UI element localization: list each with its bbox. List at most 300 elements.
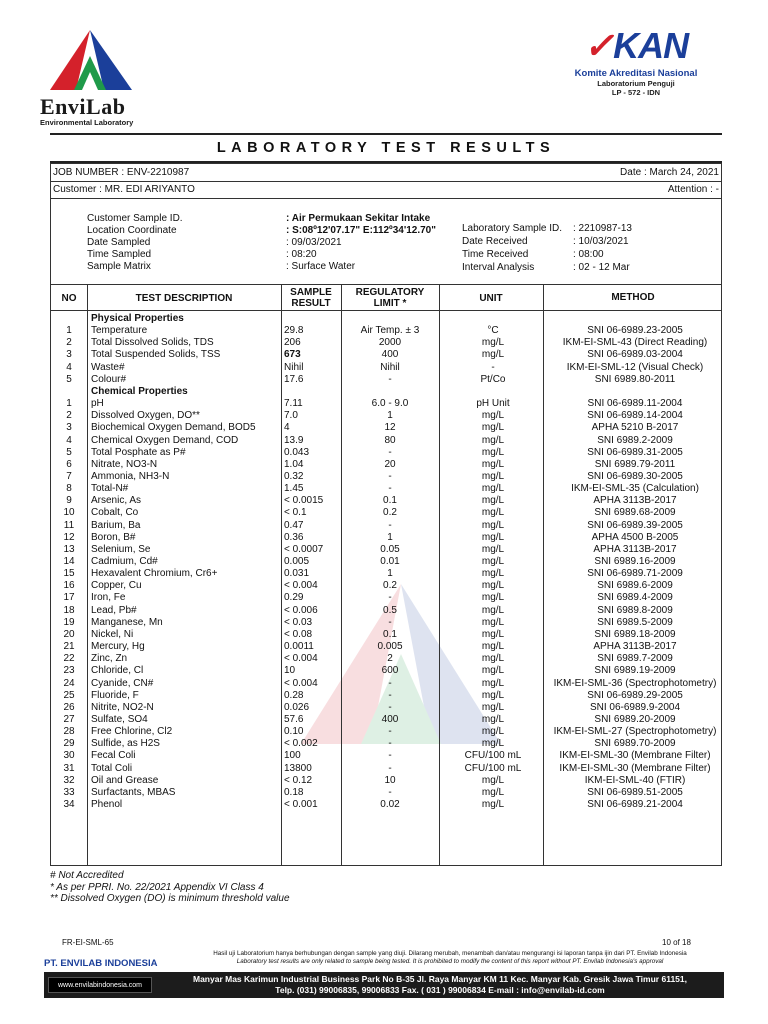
- website-link[interactable]: www.envilabindonesia.com: [48, 977, 152, 993]
- cell-method: IKM-EI-SML-43 (Direct Reading): [562, 337, 708, 349]
- cell-unit: mg/L: [481, 786, 505, 798]
- sample-info-value: : 08:20: [286, 249, 317, 260]
- cell-limit: 1: [387, 410, 393, 422]
- cell-result: 13.9: [284, 434, 304, 446]
- cell-limit: 12: [384, 422, 396, 434]
- cell-result: 100: [284, 750, 301, 762]
- cell-desc: Arsenic, As: [91, 495, 142, 507]
- cell-unit: mg/L: [481, 531, 505, 543]
- cell-result: 0.29: [284, 592, 304, 604]
- cell-desc: Copper, Cu: [91, 580, 142, 592]
- table-row: [51, 398, 723, 410]
- cell-limit: 0.01: [380, 556, 400, 567]
- cell-no: 12: [63, 531, 75, 543]
- attention: Attention : -: [667, 184, 719, 195]
- cell-unit: mg/L: [481, 483, 505, 495]
- cell-method: SNI 06-6989.11-2004: [587, 398, 683, 410]
- sample-info-value: : Air Permukaan Sekitar Intake: [286, 213, 431, 224]
- cell-result: < 0.001: [284, 799, 318, 810]
- cell-no: 18: [63, 604, 75, 616]
- table-row: [51, 702, 723, 714]
- cell-result: 0.043: [284, 446, 310, 458]
- cell-method: SNI 6989.70-2009: [594, 738, 676, 750]
- cell-limit: 0.5: [383, 604, 397, 616]
- sample-info-value: : 09/03/2021: [286, 237, 342, 248]
- cell-no: 4: [66, 361, 72, 373]
- cell-limit: -: [388, 483, 392, 495]
- cell-unit: mg/L: [481, 774, 505, 786]
- cell-no: 13: [63, 543, 75, 555]
- cell-unit: mg/L: [481, 568, 505, 580]
- cell-desc: Fecal Coli: [91, 750, 136, 762]
- cell-no: 11: [63, 519, 75, 531]
- cell-result: 0.36: [284, 531, 304, 543]
- cell-result: < 0.004: [284, 677, 318, 689]
- cell-desc: Barium, Ba: [91, 519, 141, 531]
- cell-limit: 2000: [378, 337, 402, 349]
- table-row: [51, 447, 723, 459]
- customer-name: Customer : MR. EDI ARIYANTO: [53, 184, 195, 195]
- cell-result: 0.18: [284, 786, 304, 798]
- cell-limit: -: [388, 446, 392, 458]
- address-line2: Telp. (031) 99006835, 99006833 Fax. ( 031 ) 99006834 E-mail : info@envilab-id.com: [275, 985, 605, 995]
- address-line1: Manyar Mas Karimun Industrial Business Park No B-35 Jl. Raya Manyar KM 11 Kec. Manyar Kab. Gresik Jawa Timur 61151,: [193, 974, 687, 984]
- cell-unit: mg/L: [481, 422, 505, 434]
- cell-no: 19: [63, 616, 75, 628]
- table-row: [51, 374, 723, 386]
- cell-unit: CFU/100 mL: [464, 762, 522, 774]
- table-row: [51, 520, 723, 532]
- cell-desc: Phenol: [91, 799, 123, 810]
- table-row: [51, 787, 723, 799]
- cell-unit: mg/L: [481, 556, 505, 567]
- cell-result: 7.11: [284, 398, 303, 410]
- cell-method: SNI 6989.2-2009: [597, 434, 673, 446]
- cell-desc: Total Posphate as P#: [91, 446, 186, 458]
- cell-unit: mg/L: [481, 434, 505, 446]
- cell-desc: Free Chlorine, Cl2: [91, 726, 173, 738]
- cell-limit: -: [388, 750, 392, 762]
- cell-unit: mg/L: [481, 507, 505, 519]
- cell-method: SNI 6989.19-2009: [594, 665, 676, 677]
- table-row: [51, 580, 723, 592]
- note-do: ** Dissolved Oxygen (DO) is minimum threshold value: [50, 893, 290, 904]
- cell-result: 0.32: [284, 470, 304, 482]
- cell-method: IKM-EI-SML-12 (Visual Check): [566, 361, 704, 373]
- cell-no: 8: [66, 483, 72, 495]
- table-row: [51, 665, 723, 677]
- company-address: [160, 974, 720, 996]
- cell-no: 2: [66, 337, 72, 349]
- cell-unit: mg/L: [481, 689, 505, 701]
- cell-method: APHA 4500 B-2005: [591, 531, 679, 543]
- cell-limit: 400: [381, 349, 399, 361]
- cell-result: 17.6: [284, 373, 304, 385]
- cell-no: 20: [63, 628, 75, 640]
- sample-info-label: Sample Matrix: [87, 261, 151, 272]
- cell-limit: 1: [387, 568, 393, 580]
- sample-info-value: : S:08º12'07.17" E:112º34'12.70": [286, 225, 436, 236]
- table-row: [51, 653, 723, 665]
- cell-result: < 0.12: [284, 774, 313, 786]
- cell-result: < 0.002: [284, 738, 318, 750]
- cell-result: < 0.006: [284, 604, 318, 616]
- cell-result: 57.6: [284, 713, 304, 725]
- cell-limit: -: [388, 786, 392, 798]
- table-row: [51, 362, 723, 374]
- cell-no: 6: [66, 458, 72, 470]
- table-row: [51, 641, 723, 653]
- cell-no: 23: [63, 665, 75, 677]
- cell-method: SNI 06-6989.71-2009: [587, 568, 683, 580]
- table-row: [51, 556, 723, 568]
- cell-limit: 20: [384, 458, 396, 470]
- cell-desc: Ammonia, NH3-N: [91, 470, 170, 482]
- accreditation-line1: Komite Akreditasi Nasional: [574, 68, 698, 79]
- table-row: [51, 544, 723, 556]
- cell-limit: 0.1: [383, 628, 397, 640]
- cell-method: SNI 06-6989.03-2004: [587, 349, 683, 361]
- cell-method: IKM-EI-SML-30 (Membrane Filter): [559, 762, 711, 774]
- cell-limit: 1: [387, 531, 393, 543]
- cell-desc: Total Dissolved Solids, TDS: [91, 337, 214, 349]
- cell-limit: 10: [384, 774, 396, 786]
- table-row: [51, 532, 723, 544]
- cell-method: SNI 06-6989.39-2005: [587, 519, 683, 531]
- cell-desc: Total-N#: [91, 483, 129, 495]
- cell-desc: Chloride, Cl: [91, 665, 144, 677]
- cell-no: 3: [66, 349, 72, 361]
- cell-desc: Dissolved Oxygen, DO**: [91, 410, 200, 422]
- cell-no: 9: [66, 495, 72, 507]
- cell-result: 1.45: [284, 483, 304, 495]
- cell-no: 29: [63, 738, 75, 750]
- cell-unit: mg/L: [481, 470, 505, 482]
- cell-limit: -: [388, 701, 392, 713]
- cell-desc: Cadmium, Cd#: [91, 556, 158, 567]
- lab-info-label: Laboratory Sample ID.: [462, 223, 563, 234]
- cell-limit: -: [388, 689, 392, 701]
- cell-desc: Sulfide, as H2S: [91, 738, 160, 750]
- cell-limit: -: [388, 519, 392, 531]
- cell-limit: Air Temp. ± 3: [360, 325, 420, 337]
- cell-desc: Total Coli: [91, 762, 133, 774]
- cell-desc: Iron, Fe: [91, 592, 126, 604]
- lab-info-label: Interval Analysis: [462, 262, 535, 273]
- cell-unit: -: [491, 361, 495, 373]
- cell-result: 0.0011: [284, 641, 314, 653]
- cell-method: SNI 6989.80-2011: [594, 373, 676, 385]
- cell-unit: mg/L: [481, 799, 505, 810]
- cell-limit: 0.2: [383, 507, 397, 519]
- cell-unit: mg/L: [481, 713, 505, 725]
- cell-method: SNI 06-6989.51-2005: [587, 786, 683, 798]
- cell-method: IKM-EI-SML-30 (Membrane Filter): [559, 750, 711, 762]
- kan-check-icon: ✓: [583, 25, 614, 66]
- cell-desc: Nickel, Ni: [91, 628, 134, 640]
- cell-result: < 0.1: [284, 507, 307, 519]
- table-row: [51, 605, 723, 617]
- cell-no: 25: [63, 689, 75, 701]
- cell-desc: Biochemical Oxygen Demand, BOD5: [91, 422, 256, 434]
- cell-method: APHA 5210 B-2017: [591, 422, 679, 434]
- cell-limit: 0.05: [380, 543, 400, 555]
- cell-unit: mg/L: [481, 604, 505, 616]
- table-row: [51, 337, 723, 349]
- col-header-unit: UNIT: [479, 293, 503, 304]
- cell-no: 5: [66, 373, 72, 385]
- cell-limit: Nihil: [380, 361, 400, 373]
- cell-desc: Fluoride, F: [91, 689, 139, 701]
- cell-desc: Sulfate, SO4: [91, 713, 148, 725]
- cell-unit: pH Unit: [476, 398, 510, 410]
- document-title: LABORATORY TEST RESULTS: [50, 133, 722, 163]
- notes: [50, 870, 290, 905]
- table-row: [51, 495, 723, 507]
- cell-limit: -: [388, 677, 392, 689]
- envilab-logo: [40, 28, 140, 127]
- cell-limit: -: [388, 592, 392, 604]
- cell-no: 10: [63, 507, 75, 519]
- table-row: [51, 617, 723, 629]
- cell-no: 14: [63, 556, 75, 567]
- table-row: [51, 738, 723, 750]
- cell-unit: CFU/100 mL: [464, 750, 522, 762]
- lab-info-value: : 2210987-13: [573, 223, 632, 234]
- cell-method: SNI 6989.68-2009: [594, 507, 676, 519]
- table-row: [51, 349, 723, 361]
- cell-result: < 0.08: [284, 628, 313, 640]
- sample-info-label: Location Coordinate: [87, 225, 177, 236]
- cell-no: 30: [63, 750, 75, 762]
- table-row: [51, 507, 723, 519]
- table-row: [51, 726, 723, 738]
- disclaimer: [170, 950, 730, 966]
- cell-method: IKM-EI-SML-35 (Calculation): [571, 483, 699, 495]
- envilab-triangle-icon: [46, 28, 134, 92]
- cell-no: 16: [63, 580, 75, 592]
- note-not-accredited: # Not Accredited: [50, 870, 124, 881]
- cell-no: 1: [66, 398, 72, 410]
- cell-method: APHA 3113B-2017: [593, 641, 677, 653]
- report-date: Date : March 24, 2021: [620, 167, 719, 178]
- cell-limit: 80: [384, 434, 396, 446]
- cell-limit: 0.02: [380, 799, 400, 810]
- cell-result: 4: [284, 422, 290, 434]
- cell-unit: mg/L: [481, 677, 505, 689]
- cell-method: SNI 6989.79-2011: [594, 458, 676, 470]
- cell-method: SNI 06-6989.30-2005: [587, 470, 683, 482]
- table-row: [51, 483, 723, 495]
- cell-no: 3: [66, 422, 72, 434]
- cell-desc: Hexavalent Chromium, Cr6+: [91, 568, 218, 580]
- cell-desc: Cyanide, CN#: [91, 677, 154, 689]
- cell-unit: mg/L: [481, 519, 505, 531]
- table-row: [51, 471, 723, 483]
- cell-no: 27: [63, 713, 75, 725]
- cell-method: SNI 06-6989.31-2005: [587, 446, 683, 458]
- cell-method: SNI 6989.8-2009: [597, 604, 673, 616]
- job-number: JOB NUMBER : ENV-2210987: [53, 167, 190, 178]
- cell-no: 34: [63, 799, 75, 810]
- cell-result: 206: [284, 337, 301, 349]
- cell-unit: mg/L: [481, 653, 505, 665]
- col-header-desc: TEST DESCRIPTION: [135, 293, 233, 304]
- sample-info-label: Time Sampled: [87, 249, 152, 260]
- cell-desc: Waste#: [91, 361, 125, 373]
- table-row: [51, 763, 723, 775]
- col-header-no: NO: [61, 293, 77, 304]
- cell-unit: mg/L: [481, 495, 505, 507]
- lab-subtitle: Environmental Laboratory: [40, 118, 134, 127]
- section-header-row: [51, 386, 723, 398]
- cell-no: 33: [63, 786, 75, 798]
- sample-info-value: : Surface Water: [286, 261, 356, 272]
- cell-desc: Physical Properties: [91, 313, 184, 324]
- table-row: [51, 629, 723, 641]
- accreditation-line2: Laboratorium Penguji: [597, 79, 675, 88]
- cell-result: 13800: [284, 762, 312, 774]
- cell-desc: Total Suspended Solids, TSS: [91, 349, 221, 361]
- cell-desc: Nitrate, NO3-N: [91, 458, 158, 470]
- cell-method: IKM-EI-SML-27 (Spectrophotometry): [553, 726, 717, 738]
- cell-result: < 0.004: [284, 653, 318, 665]
- cell-method: SNI 06-6989.23-2005: [587, 325, 683, 337]
- cell-method: SNI 6989.5-2009: [597, 616, 673, 628]
- page-number: 10 of 18: [662, 938, 691, 947]
- cell-desc: Temperature: [91, 325, 148, 337]
- cell-unit: mg/L: [481, 701, 505, 713]
- cell-no: 7: [66, 470, 72, 482]
- cell-result: 0.005: [284, 556, 310, 567]
- col-header-limit: REGULATORY LIMIT *: [355, 287, 425, 309]
- cell-limit: 0.1: [383, 495, 397, 507]
- cell-limit: -: [388, 616, 392, 628]
- cell-method: IKM-EI-SML-40 (FTIR): [584, 774, 686, 786]
- cell-unit: mg/L: [481, 349, 505, 361]
- table-row: [51, 775, 723, 787]
- sample-info-label: Date Sampled: [87, 237, 151, 248]
- cell-result: 29.8: [284, 325, 304, 337]
- cell-desc: Cobalt, Co: [91, 507, 139, 519]
- table-row: [51, 435, 723, 447]
- cell-limit: -: [388, 726, 392, 738]
- footer-bar: [44, 972, 724, 998]
- table-row: [51, 568, 723, 580]
- cell-desc: Nitrite, NO2-N: [91, 701, 154, 713]
- cell-unit: mg/L: [481, 458, 505, 470]
- cell-limit: 2: [387, 653, 393, 665]
- cell-method: IKM-EI-SML-36 (Spectrophotometry): [553, 677, 717, 689]
- cell-limit: -: [388, 738, 392, 750]
- cell-desc: Manganese, Mn: [91, 616, 163, 628]
- cell-unit: mg/L: [481, 726, 505, 738]
- cell-unit: mg/L: [481, 543, 505, 555]
- cell-desc: Zinc, Zn: [91, 653, 128, 665]
- cell-desc: Selenium, Se: [91, 543, 151, 555]
- company-name: PT. ENVILAB INDONESIA: [44, 958, 158, 969]
- table-row: [51, 422, 723, 434]
- kan-logo: [566, 25, 706, 97]
- cell-limit: 6.0 - 9.0: [371, 398, 409, 410]
- sample-info-label: Customer Sample ID.: [87, 213, 183, 224]
- table-row: [51, 410, 723, 422]
- cell-unit: mg/L: [481, 446, 505, 458]
- table-row: [51, 592, 723, 604]
- cell-result: < 0.004: [284, 580, 318, 592]
- cell-desc: Lead, Pb#: [91, 604, 137, 616]
- cell-result: Nihil: [284, 361, 304, 373]
- cell-result: < 0.03: [284, 616, 313, 628]
- disclaimer-id: Hasil uji Laboratorium hanya berhubungan dengan sample yang diuji. Dilarang merubah, menambah dan/atau mengurangi isi laporan tanpa ijin dari PT. Envilab Indonesia: [213, 950, 687, 957]
- cell-method: SNI 6989.4-2009: [597, 592, 673, 604]
- cell-result: 1.04: [284, 458, 304, 470]
- cell-no: 28: [63, 726, 75, 738]
- cell-desc: Oil and Grease: [91, 774, 159, 786]
- section-header-row: [51, 313, 723, 325]
- cell-limit: 0.005: [377, 641, 403, 653]
- cell-desc: Boron, B#: [91, 531, 136, 543]
- col-header-method: METHOD: [611, 292, 655, 303]
- note-regulation: * As per PPRI. No. 22/2021 Appendix VI Class 4: [50, 881, 264, 893]
- cell-unit: mg/L: [481, 628, 505, 640]
- cell-method: APHA 3113B-2017: [593, 495, 677, 507]
- kan-mark: ✓KAN: [583, 25, 689, 66]
- lab-info-value: : 10/03/2021: [573, 236, 629, 247]
- cell-no: 32: [63, 774, 75, 786]
- cell-unit: Pt/Co: [480, 373, 506, 385]
- cell-no: 22: [63, 653, 75, 665]
- cell-result: 0.10: [284, 726, 304, 738]
- cell-unit: mg/L: [481, 641, 505, 653]
- table-row: [51, 678, 723, 690]
- cell-no: 21: [63, 641, 75, 653]
- cell-method: SNI 6989.18-2009: [594, 628, 676, 640]
- cell-limit: 600: [381, 665, 399, 677]
- cell-method: SNI 06-6989.29-2005: [587, 689, 683, 701]
- cell-limit: -: [388, 373, 392, 385]
- cell-unit: mg/L: [481, 337, 505, 349]
- cell-result: 673: [284, 349, 301, 361]
- cell-method: SNI 06-6989.14-2004: [587, 410, 683, 422]
- cell-no: 2: [66, 410, 72, 422]
- table-row: [51, 799, 723, 811]
- cell-desc: Mercury, Hg: [91, 641, 145, 653]
- disclaimer-en: Laboratory test results are only related to sample being tested. It is prohibited to modify the content of this report without PT. Envilab Indonesia's approval: [236, 958, 664, 965]
- cell-result: 0.026: [284, 701, 310, 713]
- table-row: [51, 714, 723, 726]
- col-header-result: SAMPLE RESULT: [290, 287, 332, 309]
- cell-no: 17: [63, 592, 75, 604]
- cell-result: 10: [284, 665, 296, 677]
- cell-desc: Chemical Oxygen Demand, COD: [91, 434, 239, 446]
- cell-no: 26: [63, 701, 75, 713]
- cell-no: 1: [66, 325, 72, 337]
- lab-info-value: : 02 - 12 Mar: [573, 262, 630, 273]
- cell-result: < 0.0007: [284, 543, 324, 555]
- cell-unit: °C: [487, 325, 499, 337]
- cell-method: APHA 3113B-2017: [593, 543, 677, 555]
- cell-limit: -: [388, 470, 392, 482]
- cell-desc: Colour#: [91, 373, 127, 385]
- table-row: [51, 325, 723, 337]
- cell-limit: 400: [381, 713, 399, 725]
- cell-unit: mg/L: [481, 592, 505, 604]
- table-row: [51, 459, 723, 471]
- cell-method: SNI 06-6989.9-2004: [589, 701, 681, 713]
- cell-method: SNI 6989.20-2009: [594, 713, 676, 725]
- lab-info-label: Date Received: [462, 236, 528, 247]
